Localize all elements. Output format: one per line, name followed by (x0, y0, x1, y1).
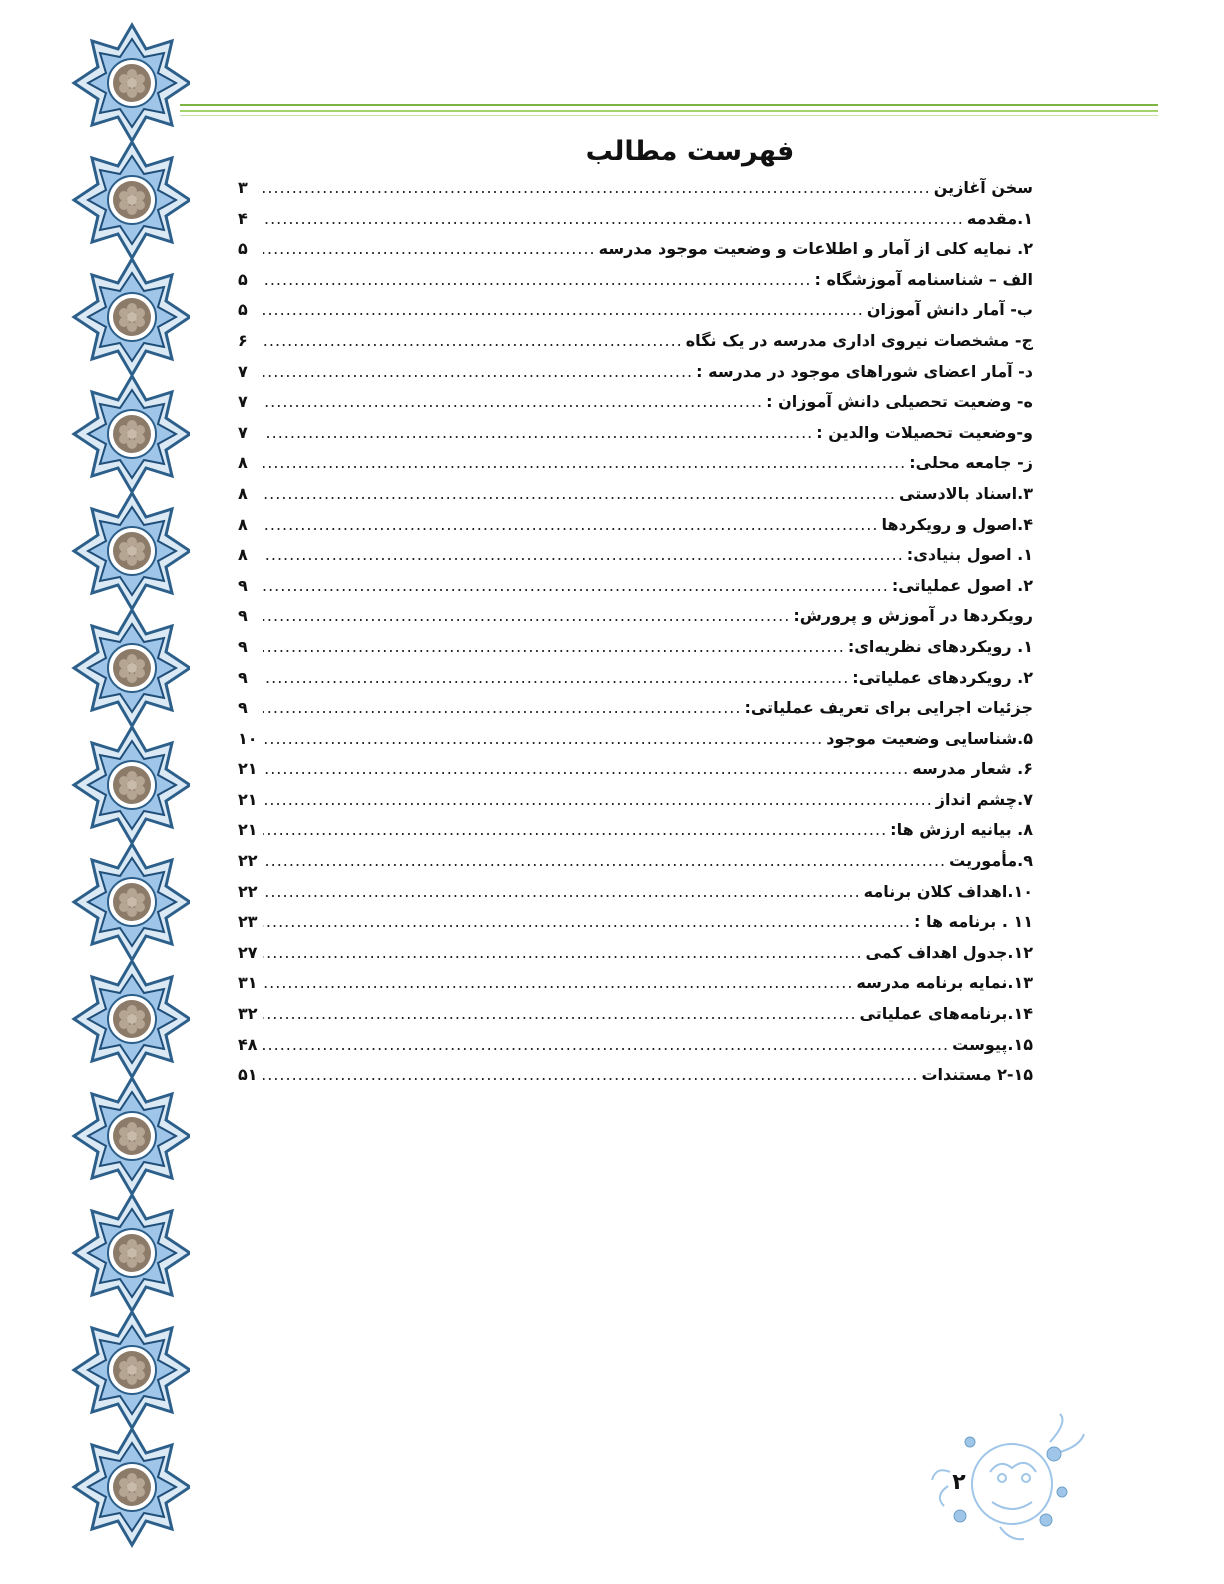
toc-dot-leader (263, 729, 823, 748)
toc-dot-leader (263, 790, 933, 809)
toc-entry[interactable] (238, 178, 1033, 209)
toc-dot-leader (263, 912, 911, 931)
toc-entry[interactable] (238, 943, 1033, 974)
toc-dot-leader (263, 423, 813, 442)
toc-dot-leader (263, 300, 864, 319)
toc-dot-leader (263, 362, 693, 381)
toc-entry-page: ۳ (238, 178, 248, 197)
toc-entry-label: ۳.اسناد بالادستی (899, 483, 1033, 503)
toc-dot-leader (263, 239, 596, 258)
toc-entry-page: ۲۲ (238, 881, 258, 901)
toc-dot-leader (263, 331, 683, 350)
page-title: فهرست مطالب (585, 136, 795, 167)
toc-entry-label: ۲. رویکردهای عملیاتی: (852, 667, 1033, 687)
toc-entry-page: ۲۱ (238, 820, 258, 840)
toc-entry[interactable] (238, 239, 1033, 270)
decorative-border-strip (70, 18, 190, 1568)
toc-entry-page: ۳۲ (238, 1004, 258, 1024)
toc-entry[interactable] (238, 392, 1033, 423)
toc-entry-label: ۱۵.پیوست (952, 1034, 1033, 1054)
toc-entry[interactable] (238, 576, 1033, 607)
toc-entry[interactable] (238, 423, 1033, 454)
toc-entry-label: و-وضعیت تحصیلات والدین : (816, 422, 1033, 442)
toc-entry-page: ۱۰ (238, 728, 258, 748)
toc-entry-label: ۷.چشم انداز (935, 789, 1033, 809)
toc-entry-label: رویکردها در آموزش و پرورش: (793, 606, 1033, 626)
toc-dot-leader (263, 178, 931, 197)
toc-entry-page: ۹ (238, 606, 248, 626)
toc-entry-label: د- آمار اعضای شوراهای موجود در مدرسه : (696, 361, 1033, 381)
toc-entry-label: ۱۱ . برنامه ها : (914, 912, 1033, 932)
toc-dot-leader (263, 270, 811, 289)
toc-entry-label: ۱۲.جدول اهداف کمی (865, 942, 1033, 962)
header-rule-top (180, 104, 1158, 106)
toc-entry-page: ۵ (238, 239, 248, 259)
toc-dot-leader (263, 392, 763, 411)
toc-entry[interactable] (238, 331, 1033, 362)
toc-entry-page: ۹ (238, 667, 248, 687)
toc-entry[interactable] (238, 790, 1033, 821)
toc-entry-label: ز- جامعه محلی: (909, 453, 1033, 473)
header-rule-bottom (180, 115, 1158, 116)
toc-entry-page: ۸ (238, 453, 248, 473)
toc-dot-leader (263, 209, 964, 228)
toc-entry-page: ۷ (238, 361, 248, 381)
toc-entry-label: ۸. بیانیه ارزش ها: (890, 820, 1033, 840)
toc-entry-label: ه- وضعیت تحصیلی دانش آموزان : (766, 392, 1033, 412)
toc-entry-label: ۹.مأموریت (949, 851, 1033, 871)
toc-entry[interactable] (238, 362, 1033, 393)
toc-entry-label: ج- مشخصات نیروی اداری مدرسه در یک نگاه (685, 330, 1033, 350)
toc-dot-leader (263, 1065, 918, 1084)
toc-entry[interactable] (238, 545, 1033, 576)
toc-entry-label: ۲. نمایه کلی از آمار و اطلاعات و وضعیت موجود مدرسه (598, 239, 1033, 259)
toc-dot-leader (263, 606, 790, 625)
toc-entry[interactable] (238, 270, 1033, 301)
toc-entry-page: ۵ (238, 269, 248, 289)
toc-entry-label: ۱۴.برنامه‌های عملیاتی (859, 1004, 1033, 1024)
toc-entry-label: ب- آمار دانش آموزان (866, 300, 1033, 320)
toc-entry-label: جزئیات اجرایی برای تعریف عملیاتی: (744, 698, 1033, 718)
toc-entry-label: ۱۳.نمایه برنامه مدرسه (856, 973, 1033, 993)
toc-entry-label: ۶. شعار مدرسه (912, 759, 1033, 779)
toc-entry[interactable] (238, 209, 1033, 240)
toc-dot-leader (263, 820, 887, 839)
toc-entry-page: ۷ (238, 422, 248, 442)
toc-entry[interactable] (238, 484, 1033, 515)
toc-dot-leader (263, 453, 906, 472)
toc-entry-page: ۹ (238, 575, 248, 595)
toc-entry-label: ۱.مقدمه (966, 208, 1033, 228)
toc-entry-page: ۳۱ (238, 973, 258, 993)
toc-dot-leader (263, 698, 741, 717)
toc-entry-page: ۹ (238, 636, 248, 656)
toc-entry[interactable] (238, 1065, 1033, 1096)
toc-entry-page: ۲۱ (238, 789, 258, 809)
toc-entry-label: ۴.اصول و رویکردها (881, 514, 1033, 534)
toc-entry-page: ۲۱ (238, 759, 258, 779)
toc-dot-leader (263, 545, 904, 564)
toc-dot-leader (263, 515, 878, 534)
toc-entry[interactable] (238, 851, 1033, 882)
toc-entry[interactable] (238, 300, 1033, 331)
toc-dot-leader (263, 668, 849, 687)
toc-entry-label: ۱۰.اهداف کلان برنامه (863, 881, 1033, 901)
toc-entry-page: ۲۳ (238, 912, 258, 932)
toc-entry[interactable] (238, 729, 1033, 760)
toc-entry-page: ۵۱ (238, 1065, 258, 1085)
toc-entry-page: ۷ (238, 392, 248, 412)
toc-entry[interactable] (238, 882, 1033, 913)
toc-entry-label: ۱. اصول بنیادی: (906, 545, 1033, 565)
toc-entry[interactable] (238, 1004, 1033, 1035)
toc-entry-page: ۸ (238, 483, 248, 503)
toc-entry[interactable] (238, 515, 1033, 546)
toc-dot-leader (263, 576, 889, 595)
toc-entry-label: سخن آغازین (933, 178, 1033, 197)
toc-entry[interactable] (238, 637, 1033, 668)
page-number: ۲ (952, 1470, 966, 1495)
toc-entry[interactable] (238, 1035, 1033, 1066)
toc-entry[interactable] (238, 973, 1033, 1004)
toc-entry-label: ۱. رویکردهای نظریه‌ای: (847, 636, 1033, 656)
toc-entry[interactable] (238, 912, 1033, 943)
toc-entry-page: ۸ (238, 514, 248, 534)
toc-entry-page: ۶ (238, 330, 248, 350)
toc-dot-leader (263, 484, 896, 503)
toc-dot-leader (263, 973, 853, 992)
toc-dot-leader (263, 1035, 949, 1054)
toc-entry-page: ۲۷ (238, 942, 258, 962)
toc-entry-page: ۸ (238, 545, 248, 565)
toc-entry-label: ۲-۱۵ مستندات (921, 1065, 1033, 1085)
toc-entry[interactable] (238, 453, 1033, 484)
toc-entry-label: الف – شناسنامه آموزشگاه : (814, 269, 1033, 289)
toc-dot-leader (263, 851, 946, 870)
toc-entry-label: ۵.شناسایی وضعیت موجود (826, 728, 1033, 748)
toc-entry[interactable] (238, 820, 1033, 851)
header-rule-middle (180, 110, 1158, 112)
toc-entry[interactable] (238, 606, 1033, 637)
toc-entry-page: ۴ (238, 208, 248, 228)
toc-dot-leader (263, 882, 861, 901)
toc-entry[interactable] (238, 668, 1033, 699)
toc-entry-page: ۹ (238, 698, 248, 718)
table-of-contents (238, 178, 1033, 1096)
toc-entry-label: ۲. اصول عملیاتی: (891, 575, 1033, 595)
toc-entry[interactable] (238, 759, 1033, 790)
toc-entry[interactable] (238, 698, 1033, 729)
toc-entry-page: ۲۲ (238, 851, 258, 871)
toc-dot-leader (263, 759, 909, 778)
toc-dot-leader (263, 637, 845, 656)
toc-entry-page: ۴۸ (238, 1034, 258, 1054)
toc-dot-leader (263, 1004, 857, 1023)
toc-entry-page: ۵ (238, 300, 248, 320)
toc-dot-leader (263, 943, 863, 962)
